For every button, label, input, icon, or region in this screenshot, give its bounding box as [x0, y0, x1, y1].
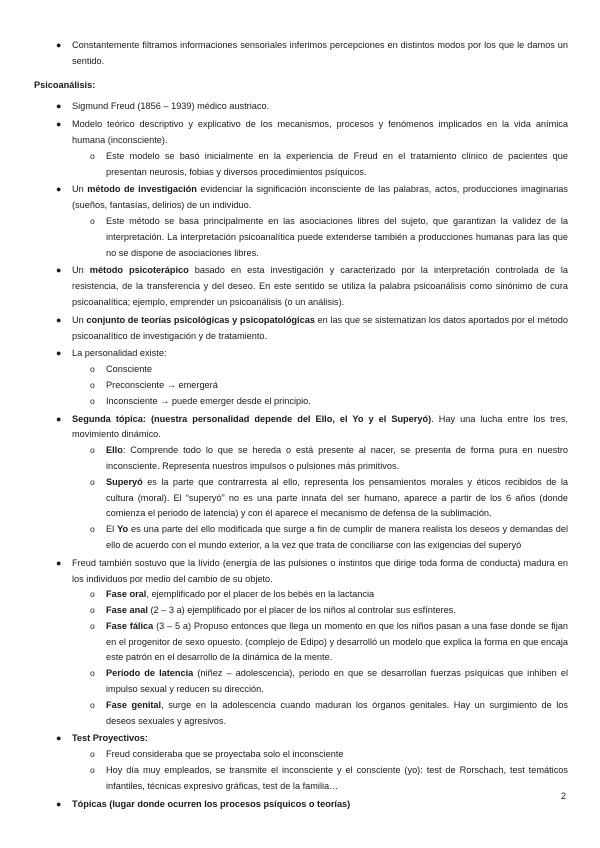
bullet-marker: ● [56, 557, 62, 568]
item-text: evidenciar la significación inconsciente de las palabras, actos, producciones imaginarias (sueños, fantasías, delirios) de un individuo. [72, 184, 568, 211]
bullet-item [34, 556, 568, 588]
item-text: Freud consideraba que se proyectaba solo el inconsciente [106, 749, 344, 760]
bullet-marker: ● [56, 733, 62, 744]
sub-bullet-item [34, 747, 568, 763]
sub-bullet-item [34, 763, 568, 795]
bullet-item [34, 99, 568, 115]
item-text: es una parte del ello modificada que surge a fin de cumplir de manera realista los deseos y demandas del ello de acuerdo con el mundo exterior, a la vez que trata de conciliarse con las exigencias del superyó [106, 524, 568, 550]
item-text: basado en esta investigación y caracterizado por la interpretación controlada de la resistencia, de la transferencia y del deseo. En este sentido se utiliza la palabra psicoanálisis como sinónimo de cura psicoanalítica; ejemplo, emprender un psicoanálisis (o un análisis). [72, 265, 568, 307]
bullet-marker: ● [56, 119, 62, 130]
bold-text: método psicoterápico [89, 265, 189, 276]
item-text: , surge en la adolescencia cuando maduran los órganos genitales. Hay un surgimiento de los deseos sexuales y agresivos. [106, 699, 568, 726]
item-text: Consciente [106, 364, 152, 375]
document-body [34, 36, 568, 812]
bullet-marker: ● [56, 314, 62, 325]
item-text: (2 – 3 a) ejemplificado por el placer de los niños al controlar sus esfínteres. [147, 605, 456, 616]
bullet-marker: ● [56, 184, 62, 195]
item-text: (niñez – adolescencia), periodo en que se desarrollan fuerzas psíquicas que inhiben el impulso sexual y reducen su dirección. [106, 668, 569, 695]
item-text: El [106, 524, 118, 535]
item-text: Este método se basa principalmente en las asociaciones libres del sujeto, que garantizan la validez de la interpretación. La interpretación psicoanalítica puede extenderse también a producciones humanas para las que no se dispone de asociaciones libres. [106, 215, 568, 258]
page-number: 2 [560, 791, 566, 801]
sub-bullet-item [34, 214, 568, 261]
bold-text: Fase anal [106, 605, 148, 616]
sub-bullet-item [34, 587, 568, 603]
sub-bullet-item [34, 362, 568, 378]
sub-bullet-item [34, 378, 568, 394]
item-text: (3 – 5 a) Propuso entonces que llega un momento en que los niños pasan a una fase donde se fijan en el progenitor de sexo opuesto. (complejo de Edipo) y desarrolló un modelo que explica la forma en que encaja este patrón en el desarrollo de la dinámica de la mente. [106, 620, 568, 663]
sub-bullet-marker: o [90, 215, 95, 226]
bold-text: conjunto de teorías psicológicas y psicopatológicas [86, 314, 315, 325]
bullet-marker: ● [56, 798, 62, 809]
sub-bullet-marker: o [90, 364, 95, 375]
bold-text: método de investigación [87, 184, 197, 195]
sub-bullet-marker: o [90, 524, 95, 535]
item-text: , ejemplificado por el placer de los bebés en la lactancia [146, 589, 375, 600]
bullet-marker: ● [56, 413, 62, 424]
bold-text: Fase oral [106, 589, 147, 600]
item-text: en las que se sistematizan los datos aportados por el método psicoanalítico de investigación y de tratamiento. [72, 314, 568, 341]
sub-bullet-marker: o [90, 749, 95, 760]
item-text: Modelo teórico descriptivo y explicativo de los mecanismos, procesos y fenómenos implicados en la vida anímica humana (inconsciente). [72, 119, 568, 145]
sub-bullet-marker: o [90, 589, 95, 600]
sub-bullet-item [34, 603, 568, 619]
sub-bullet-item [34, 522, 568, 554]
bold-text: Yo [117, 524, 129, 535]
bullet-item [34, 182, 568, 214]
bold-text: Período de latencia [106, 668, 194, 679]
sub-bullet-marker: o [90, 765, 95, 776]
bullet-item [34, 263, 568, 310]
bullet-item [34, 346, 568, 362]
sub-bullet-item [34, 149, 568, 181]
bullet-item [34, 731, 568, 747]
sub-bullet-marker: o [90, 476, 95, 487]
item-text: es la parte que contrarresta al ello, representa los pensamientos morales y éticos recibidos de la cultura (moral). El “superyó” no es una parte innata del ser humano, aparece a partir de los 6 años (donde comienza el periodo de latencia) y con él aparece el mecanismo de defensa de la sublimación. [106, 476, 568, 519]
item-text: Preconsciente → emergerá [106, 379, 218, 390]
bullet-item [34, 117, 568, 149]
bold-text: Fase genital [106, 699, 162, 710]
item-text: Sigmund Freud (1856 – 1939) médico austriaco. [72, 101, 270, 112]
sub-bullet-marker: o [90, 699, 95, 710]
item-text: Un [72, 265, 90, 276]
bullet-item [34, 38, 568, 70]
sub-bullet-marker: o [90, 668, 95, 679]
sub-bullet-item [34, 666, 568, 698]
sub-bullet-item [34, 619, 568, 666]
item-text: Un [72, 184, 88, 195]
item-text: Un [72, 314, 87, 325]
sub-bullet-item [34, 394, 568, 410]
sub-bullet-item [34, 475, 568, 522]
item-text: La personalidad existe: [72, 348, 167, 359]
bold-text: Fase fálica [106, 620, 154, 631]
bold-text: Segunda tópica: (nuestra personalidad depende del Ello, el Yo y el Superyó) [72, 413, 432, 424]
bullet-marker: ● [56, 101, 62, 112]
item-text: Hoy día muy empleados, se transmite el inconsciente y el consciente (yo): test de Rorschach, test temáticos infantiles, técnicas expresivo gráficas, test de la familia… [106, 765, 568, 791]
sub-bullet-marker: o [90, 150, 95, 161]
sub-bullet-marker: o [90, 395, 95, 406]
item-text: Freud también sostuvo que la lívido (energía de las pulsiones o instintos que dirige toda forma de conducta) madura en los individuos por medio del cambio de su objeto. [72, 557, 568, 584]
bullet-item [34, 797, 568, 813]
item-text: . Hay una lucha entre los tres, movimiento dinámico. [72, 413, 568, 440]
sub-bullet-item [34, 443, 568, 475]
bullet-marker: ● [56, 40, 62, 50]
sub-bullet-marker: o [90, 379, 95, 390]
bullet-marker: ● [56, 348, 62, 359]
section-heading: Psicoanálisis: [34, 79, 96, 90]
bullet-item [34, 412, 568, 444]
bullet-item [34, 313, 568, 345]
bullet-marker: ● [56, 265, 62, 276]
sub-bullet-item [34, 698, 568, 730]
bold-text: Test Proyectivos: [72, 733, 148, 744]
item-text: Constantemente filtramos informaciones sensoriales inferimos percepciones en distintos modos por los que le damos un sentido. [72, 40, 568, 66]
bold-text: Tópicas (lugar donde ocurren los procesos psíquicos o teorías) [72, 798, 351, 809]
bold-text: Ello [106, 445, 123, 456]
sub-bullet-marker: o [90, 620, 95, 631]
item-text: Este modelo se basó inicialmente en la experiencia de Freud en el tratamiento clínico de pacientes que presentan neurosis, fobias y diversos procedimientos psíquicos. [106, 150, 568, 177]
item-text: : Comprende todo lo que se hereda o está presente al nacer, se presenta de forma pura en nuestro inconsciente. Representa nuestros impulsos o pulsiones más primitivos. [106, 445, 568, 471]
item-text: Inconsciente → puede emerger desde el principio. [106, 395, 311, 406]
sub-bullet-marker: o [90, 605, 95, 616]
bold-text: Superyó [106, 476, 143, 487]
sub-bullet-marker: o [90, 445, 95, 456]
